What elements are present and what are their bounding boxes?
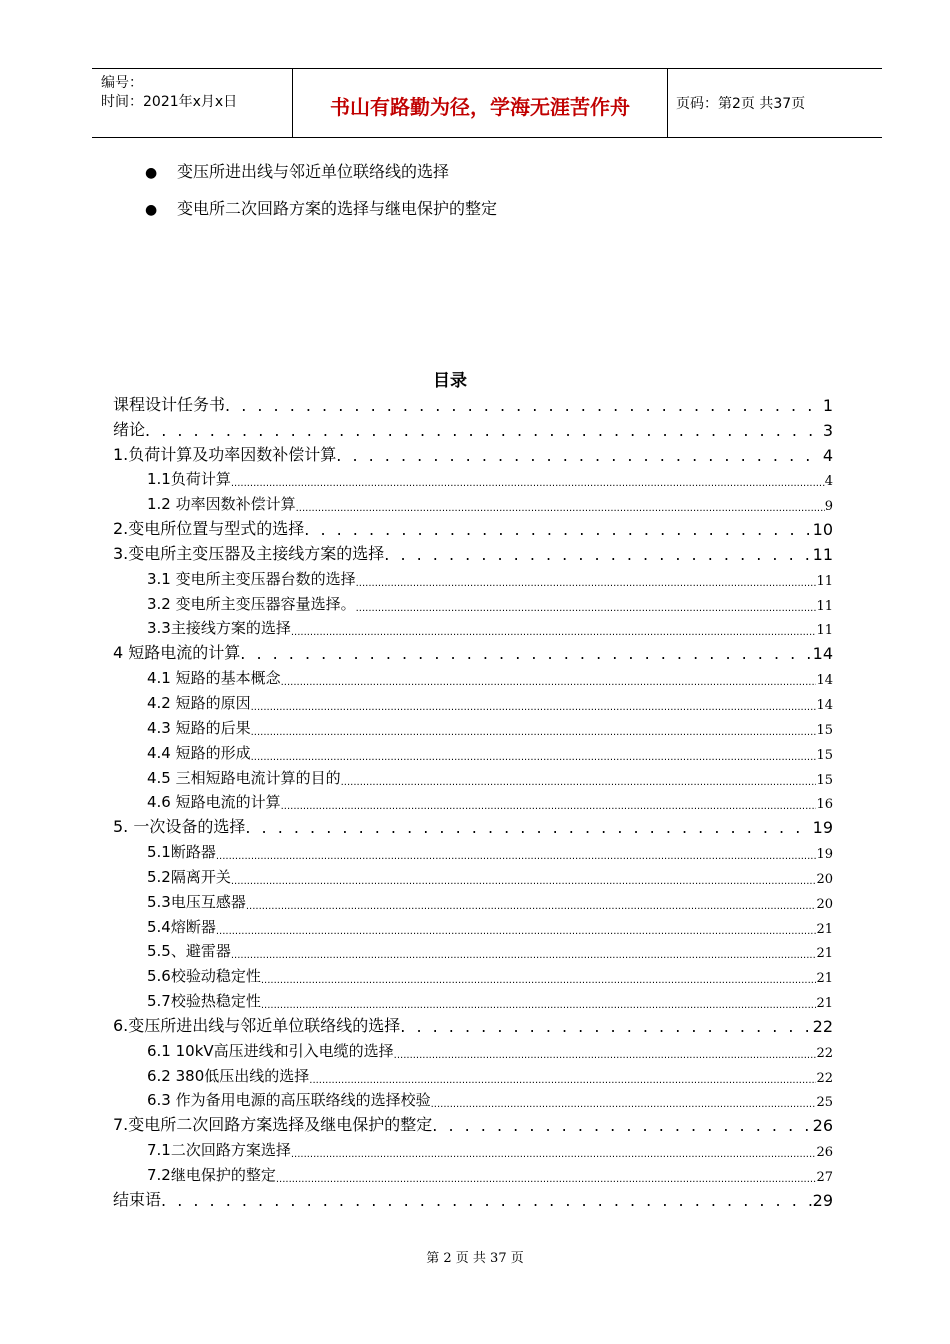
toc-entry[interactable] <box>113 937 833 962</box>
toc-entry-page: 22 <box>816 1070 833 1086</box>
bullet-dot-icon: ● <box>145 165 158 181</box>
toc-entry-page: 4 <box>822 445 833 465</box>
toc-entry[interactable] <box>113 465 833 490</box>
toc-leader-dots <box>231 950 817 961</box>
toc-leader-dots <box>431 1099 817 1110</box>
toc-entry-title: 7.2继电保护的整定 <box>147 1166 276 1184</box>
toc-entry[interactable] <box>113 1110 833 1135</box>
toc-leader-dots <box>231 876 817 887</box>
toc-entry-title: 5.6校验动稳定性 <box>147 967 261 986</box>
toc-entry-page: 26 <box>816 1145 833 1161</box>
toc-entry-title: 绪论 <box>113 419 146 439</box>
toc-leader-dots <box>261 1000 817 1011</box>
toc-entry[interactable] <box>113 440 833 465</box>
toc-entry-page: 14 <box>816 697 833 713</box>
page-header <box>92 68 882 138</box>
toc-entry[interactable] <box>113 763 833 788</box>
toc-entry-title: 4.1 短路的基本概念 <box>147 669 281 688</box>
toc-entry[interactable] <box>113 738 833 763</box>
toc-leader-dots <box>356 578 817 589</box>
toc-entry-page: 20 <box>816 896 833 912</box>
toc-entry-title: 4.5 三相短路电流计算的目的 <box>147 768 341 787</box>
toc-entry-title: 5.3电压互感器 <box>147 892 246 911</box>
toc-leader-dots <box>356 603 817 614</box>
header-meta-cell <box>92 69 292 137</box>
toc-entry[interactable] <box>113 1011 833 1036</box>
toc-entry[interactable] <box>113 986 833 1011</box>
toc-entry-page: 11 <box>816 623 833 639</box>
toc-leader-dots <box>225 396 823 415</box>
toc-entry-title: 5.4熔断器 <box>147 917 216 936</box>
toc-entry-page: 15 <box>816 747 833 763</box>
toc-entry-page: 10 <box>812 520 833 540</box>
toc-entry-title: 5.7校验热稳定性 <box>147 992 261 1011</box>
toc-entry[interactable] <box>113 688 833 713</box>
toc-entry-title: 1.负荷计算及功率因数补偿计算 <box>113 444 337 464</box>
toc-entry-page: 21 <box>816 921 833 937</box>
toc-leader-dots <box>336 446 823 465</box>
toc-leader-dots <box>216 851 817 862</box>
header-page-label: 页码：第2页 共37页 <box>676 96 806 112</box>
toc-entry-page: 22 <box>816 1045 833 1061</box>
toc-entry-page: 14 <box>816 673 833 689</box>
toc-entry[interactable] <box>113 1160 833 1185</box>
toc-leader-dots <box>251 702 817 713</box>
toc-entry-page: 15 <box>816 772 833 788</box>
toc-leader-dots <box>216 926 817 937</box>
toc-entry[interactable] <box>113 788 833 813</box>
toc-entry[interactable] <box>113 614 833 639</box>
toc-entry[interactable] <box>113 489 833 514</box>
bullet-item <box>145 158 497 195</box>
toc-entry-page: 29 <box>812 1190 833 1210</box>
toc-entry-title: 6.1 10kV高压进线和引入电缆的选择 <box>147 1041 394 1060</box>
bullet-list <box>145 158 497 232</box>
toc-entry-title: 7.变电所二次回路方案选择及继电保护的整定 <box>113 1115 433 1135</box>
toc-entry-page: 19 <box>816 847 833 863</box>
toc-leader-dots <box>276 1174 817 1185</box>
toc-entry-title: 3.2 变电所主变压器容量选择。 <box>147 594 356 613</box>
toc-entry-page: 4 <box>824 474 833 490</box>
toc-title: 目录 <box>433 371 467 391</box>
header-motto: 书山有路勤为径，学海无涯苦作舟 <box>330 95 630 119</box>
toc-entry-title: 1.2 功率因数补偿计算 <box>147 495 296 514</box>
toc-leader-dots <box>291 1149 817 1160</box>
toc-entry-page: 16 <box>816 797 833 813</box>
toc-leader-dots <box>309 1075 816 1086</box>
toc-entry-page: 26 <box>812 1116 833 1136</box>
toc-leader-dots <box>384 545 812 564</box>
toc-leader-dots <box>304 520 812 539</box>
toc-entry[interactable] <box>113 837 833 862</box>
toc-leader-dots <box>394 1050 817 1061</box>
toc-leader-dots <box>251 752 817 763</box>
toc-entry[interactable] <box>113 390 833 415</box>
toc-entry-title: 5.1断路器 <box>147 843 216 862</box>
toc-entry-page: 1 <box>822 395 833 415</box>
toc-entry[interactable] <box>113 713 833 738</box>
page-footer: 第 2 页 共 37 页 <box>426 1251 524 1266</box>
toc-leader-dots <box>291 627 817 638</box>
toc-leader-dots <box>251 727 817 738</box>
toc-entry-title: 3.3主接线方案的选择 <box>147 619 291 638</box>
toc-entry-title: 3.1 变电所主变压器台数的选择 <box>147 569 356 588</box>
table-of-contents <box>113 390 833 1210</box>
toc-entry[interactable] <box>113 887 833 912</box>
toc-entry-title: 课程设计任务书 <box>113 394 226 414</box>
toc-entry-title: 6.2 380低压出线的选择 <box>147 1066 310 1085</box>
bullet-dot-icon: ● <box>145 202 158 218</box>
toc-entry[interactable] <box>113 638 833 663</box>
toc-entry[interactable] <box>113 539 833 564</box>
bullet-text: 变电所二次回路方案的选择与继电保护的整定 <box>177 199 498 218</box>
toc-leader-dots <box>161 1191 813 1210</box>
toc-entry[interactable] <box>113 1135 833 1160</box>
toc-leader-dots <box>245 818 812 837</box>
toc-entry[interactable] <box>113 912 833 937</box>
toc-entry-title: 7.1二次回路方案选择 <box>147 1141 291 1160</box>
document-time-label: 时间：2021年x月x日 <box>101 94 238 110</box>
toc-entry-page: 25 <box>816 1095 833 1111</box>
toc-entry-page: 11 <box>816 573 833 589</box>
toc-entry-title: 5. 一次设备的选择 <box>113 817 246 837</box>
toc-leader-dots <box>231 478 825 489</box>
toc-entry[interactable] <box>113 961 833 986</box>
toc-entry[interactable] <box>113 1061 833 1086</box>
header-motto-cell <box>292 69 668 137</box>
toc-entry-page: 21 <box>816 946 833 962</box>
toc-entry-page: 14 <box>812 644 833 664</box>
toc-entry-page: 9 <box>824 499 833 515</box>
toc-entry-title: 6.3 作为备用电源的高压联络线的选择校验 <box>147 1091 431 1110</box>
document-number-label: 编号： <box>101 75 143 91</box>
toc-entry-page: 3 <box>822 420 833 440</box>
toc-entry-title: 1.1负荷计算 <box>147 470 231 489</box>
toc-entry-page: 27 <box>816 1170 833 1185</box>
toc-entry-page: 21 <box>816 971 833 987</box>
toc-entry-title: 4.2 短路的原因 <box>147 693 251 712</box>
toc-leader-dots <box>281 677 817 688</box>
toc-leader-dots <box>281 801 817 812</box>
toc-entry[interactable] <box>113 862 833 887</box>
toc-entry-page: 11 <box>816 598 833 614</box>
toc-leader-dots <box>341 777 817 788</box>
toc-leader-dots <box>261 975 817 986</box>
toc-entry-title: 5.2隔离开关 <box>147 867 231 886</box>
toc-entry[interactable] <box>113 589 833 614</box>
toc-entry-page: 11 <box>812 544 833 564</box>
toc-leader-dots <box>246 901 817 912</box>
toc-entry-title: 4 短路电流的计算 <box>113 643 241 663</box>
bullet-text: 变压所进出线与邻近单位联络线的选择 <box>177 162 450 181</box>
header-page-cell <box>667 69 882 137</box>
bullet-item <box>145 195 497 232</box>
toc-entry-page: 22 <box>812 1016 833 1036</box>
toc-entry[interactable] <box>113 812 833 837</box>
toc-entry-title: 结束语 <box>113 1189 162 1209</box>
toc-entry-page: 19 <box>812 818 833 838</box>
toc-entry-title: 3.变电所主变压器及主接线方案的选择 <box>113 543 385 563</box>
toc-leader-dots <box>296 503 825 514</box>
toc-entry[interactable] <box>113 1185 833 1210</box>
toc-leader-dots <box>240 644 812 663</box>
toc-entry[interactable] <box>113 1086 833 1111</box>
toc-entry-title: 4.3 短路的后果 <box>147 718 251 737</box>
toc-entry[interactable] <box>113 663 833 688</box>
toc-entry-title: 6.变压所进出线与邻近单位联络线的选择 <box>113 1015 401 1035</box>
toc-leader-dots <box>400 1017 812 1036</box>
toc-entry[interactable] <box>113 564 833 589</box>
toc-entry-title: 4.4 短路的形成 <box>147 743 251 762</box>
toc-entry[interactable] <box>113 1036 833 1061</box>
toc-leader-dots <box>145 421 823 440</box>
toc-entry-title: 4.6 短路电流的计算 <box>147 793 281 812</box>
toc-entry[interactable] <box>113 415 833 440</box>
toc-entry-title: 2.变电所位置与型式的选择 <box>113 519 305 539</box>
toc-leader-dots <box>432 1116 812 1135</box>
toc-entry-page: 15 <box>816 722 833 738</box>
toc-entry[interactable] <box>113 514 833 539</box>
toc-entry-page: 20 <box>816 871 833 887</box>
toc-entry-page: 21 <box>816 996 833 1012</box>
toc-entry-title: 5.5、避雷器 <box>147 942 231 961</box>
